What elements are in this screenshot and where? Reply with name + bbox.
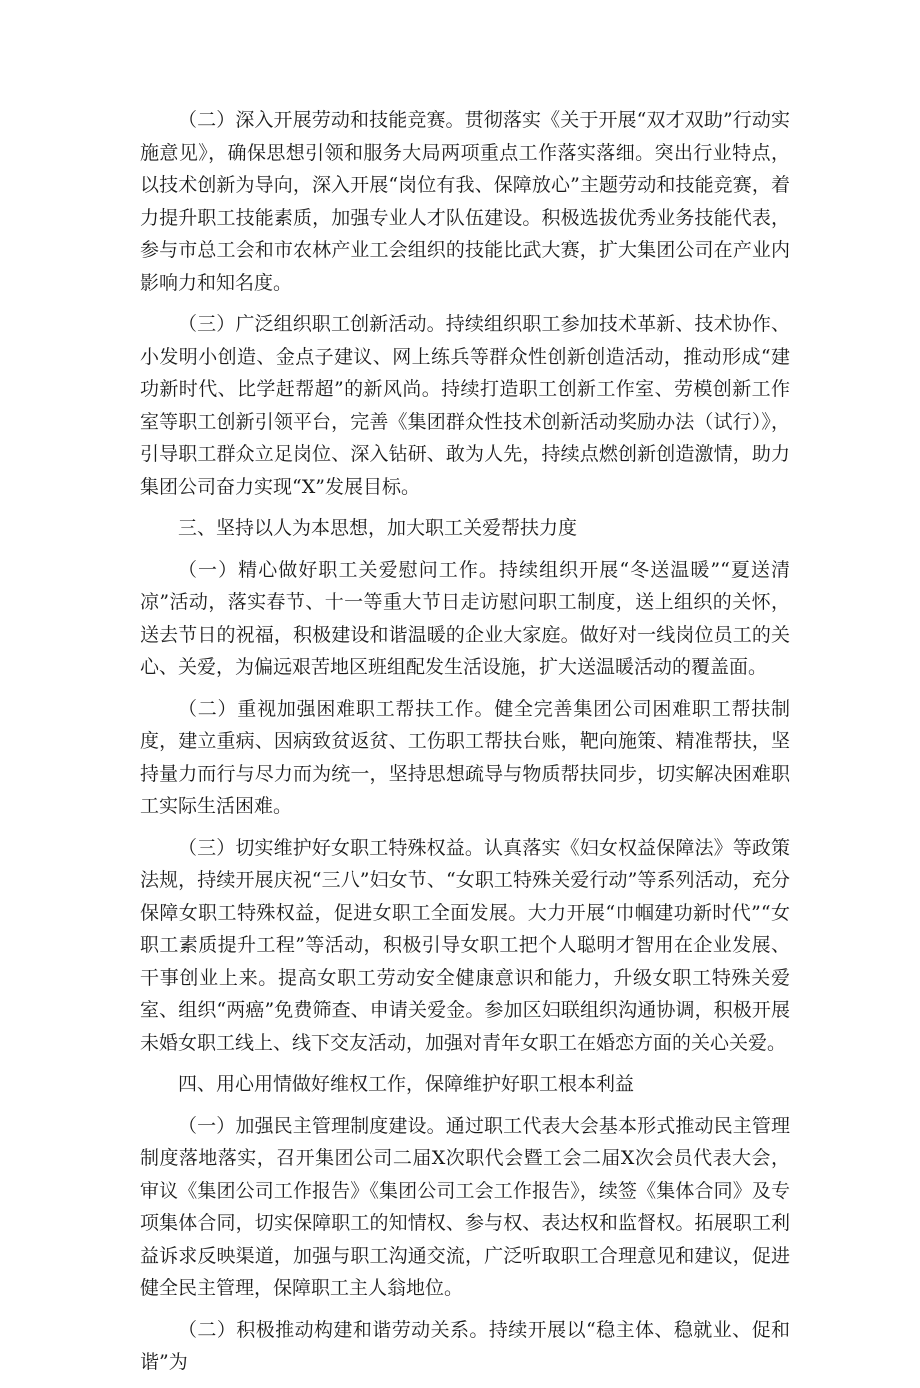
paragraph-hardship-assistance: （二）重视加强困难职工帮扶工作。健全完善集团公司困难职工帮扶制度，建立重病、因病致贫返贫、工伤职工帮扶台账，靶向施策、精准帮扶，坚持量力而行与尽力而为统一，坚持思想疏导与物质帮扶同步，切实解决困难职工实际生活困难。 [140,697,790,817]
paragraph-care-visits: （一）精心做好职工关爱慰问工作。持续组织开展“冬送温暖”“夏送清凉”活动，落实春节、十一等重大节日走访慰问职工制度，送上组织的关怀，送去节日的祝福，积极建设和谐温暖的企业大家庭。做好对一线岗位员工的关心、关爱，为偏远艰苦地区班组配发生活设施，扩大送温暖活动的覆盖面。 [140,558,790,678]
paragraph-skills-competition: （二）深入开展劳动和技能竞赛。贯彻落实《关于开展“双才双助”行动实施意见》，确保思想引领和服务大局两项重点工作落实落细。突出行业特点，以技术创新为导向，深入开展“岗位有我、保障放心”主题劳动和技能竞赛，着力提升职工技能素质，加强专业人才队伍建设。积极选拔优秀业务技能代表，参与市总工会和市农林产业工会组织的技能比武大赛，扩大集团公司在产业内影响力和知名度。 [140,109,790,294]
paragraph-innovation-activities: （三）广泛组织职工创新活动。持续组织职工参加技术革新、技术协作、小发明小创造、金点子建议、网上练兵等群众性创新创造活动，推动形成“建功新时代、比学赶帮超”的新风尚。持续打造职工创新工作室、劳模创新工作室等职工创新引领平台，完善《集团群众性技术创新活动奖励办法（试行）》，引导职工群众立足岗位、深入钻研、敢为人先，持续点燃创新创造激情，助力集团公司奋力实现“X”发展目标。 [140,313,790,498]
paragraph-democratic-management: （一）加强民主管理制度建设。通过职工代表大会基本形式推动民主管理制度落地落实，召开集团公司二届X次职代会暨工会二届X次会员代表大会，审议《集团公司工作报告》《集团公司工会工作报告》，续签《集体合同》及专项集体合同，切实保障职工的知情权、参与权、表达权和监督权。拓展职工利益诉求反映渠道，加强与职工沟通交流，广泛听取职工合理意见和建议，促进健全民主管理，保障职工主人翁地位。 [140,1114,790,1299]
section-heading-rights: 四、用心用情做好维权工作，保障维护好职工根本利益 [178,1073,635,1095]
paragraph-labor-relations: （二）积极推动构建和谐劳动关系。持续开展以“稳主体、稳就业、促和谐”为 [140,1318,790,1373]
paragraph-female-workers-rights: （三）切实维护好女职工特殊权益。认真落实《妇女权益保障法》等政策法规，持续开展庆祝“三八”妇女节、“女职工特殊关爱行动”等系列活动，充分保障女职工特殊权益，促进女职工全面发展。大力开展“巾帼建功新时代”“女职工素质提升工程”等活动，积极引导女职工把个人聪明才智用在企业发展、干事创业上来。提高女职工劳动安全健康意识和能力，升级女职工特殊关爱室、组织“两癌”免费筛查、申请关爱金。参加区妇联组织沟通协调，积极开展未婚女职工线上、线下交友活动，加强对青年女职工在婚恋方面的关心关爱。 [140,836,790,1054]
document-body [140,104,790,1388]
section-heading-care: 三、坚持以人为本思想，加大职工关爱帮扶力度 [178,517,578,539]
